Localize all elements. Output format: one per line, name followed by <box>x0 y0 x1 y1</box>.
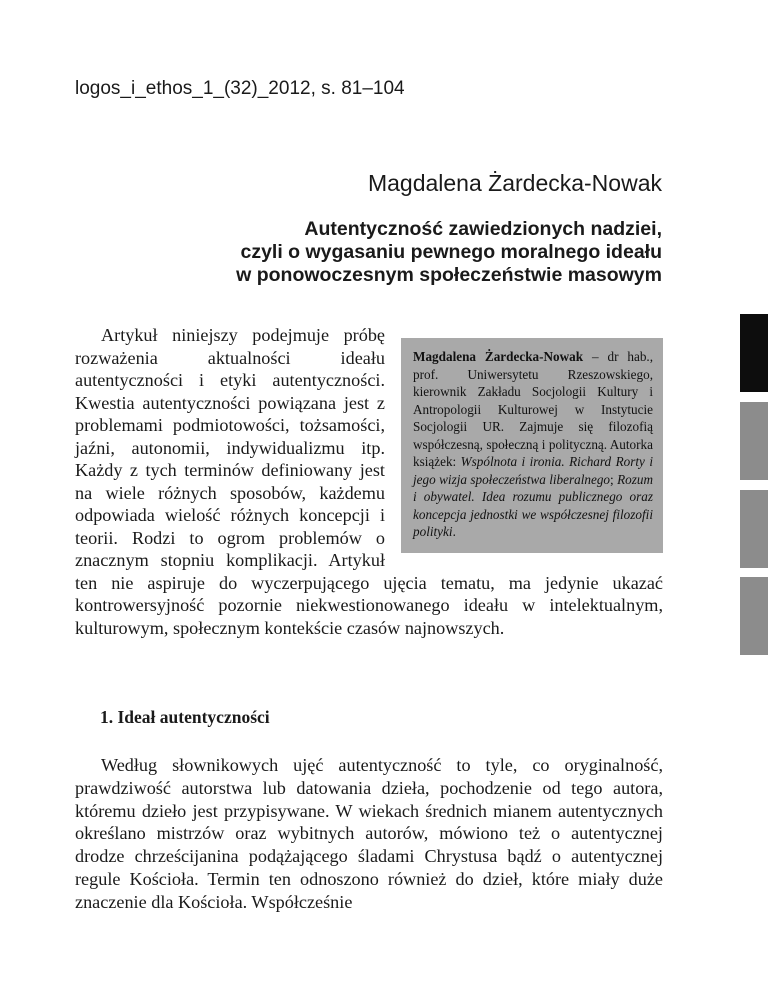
abstract <box>75 324 663 639</box>
thumb-tab <box>740 577 768 655</box>
thumb-tab <box>740 402 768 480</box>
section-text: Według słownikowych ujęć autentyczność to tyle, co oryginalność, prawdziwość autorstwa lub datowania dzieła, pochodzenie od tego autora, któremu dzieło jest przypisywane. W wiekach średnich mianem autentycznych określano mistrzów oraz wybitnych autorów, mówiono też o autentycznej drodze chrześcijanina podążającego śladami Chrystusa bądź o autentycznej regule Kościoła. Termin ten odnoszono również do dzieł, które miały duże znaczenie dla Kościoła. Współcześnie <box>75 755 663 912</box>
section-heading: 1. Ideał autentyczności <box>100 707 270 727</box>
journal-reference: logos_i_ethos_1_(32)_2012, s. 81–104 <box>75 78 405 99</box>
bio-text: – dr hab., prof. Uniwersytetu Rzeszowskiego, kierownik Zakładu Socjologii Kultury i Antropologii Kulturowej w Instytucie Socjologii UR. Zajmuje się filozofią współczesną, społeczną i polityczną. Autorka książek: <box>413 349 654 469</box>
title-line: czyli o wygasaniu pewnego moralnego ideału <box>240 241 662 263</box>
abstract-text: Artykuł niniejszy podejmuje próbę rozważenia aktualności ideału autentyczności i etyki autentyczności. Kwestia autentyczności powiązana jest z problemami podmiotowości, tożsamości, jaźni, autonomii, indywidualizmu itp. Każdy z tych terminów definiowany jest na wiele różnych sposobów, każdemu odpowiada wielość różnych koncepcji i teorii. Rodzi to ogrom problemów o znacznym stopniu komplikacji. Artykuł ten nie aspiruje do wyczerpującego ujęcia tematu, ma jedynie ukazać kontrowersyjność pozornie niekwestionowanego ideału w intelektualnym, kulturowym, społecznym kontekście czasów najnowszych. <box>75 325 663 638</box>
author-name: Magdalena Żardecka-Nowak <box>367 170 662 196</box>
book-title: Rozum i obywatel. Idea rozumu publicznego oraz koncepcja jednostki we współczesnej filozofii polityki <box>413 471 653 539</box>
thumb-tab-active <box>740 314 768 392</box>
bio-separator: ; <box>610 471 618 487</box>
article-title <box>102 218 662 287</box>
bio-end: . <box>452 524 456 539</box>
title-line: Autentyczność zawiedzionych nadziei, <box>304 218 662 240</box>
bio-author-name: Magdalena Żardecka-Nowak <box>413 349 584 364</box>
book-title: Wspólnota i ironia. Richard Rorty i jego wizja społeczeństwa liberalnego <box>413 454 653 487</box>
thumb-tab <box>740 490 768 568</box>
author-bio-box <box>401 338 663 553</box>
section-body <box>75 754 663 914</box>
title-line: w ponowoczesnym społeczeństwie masowym <box>236 264 662 286</box>
